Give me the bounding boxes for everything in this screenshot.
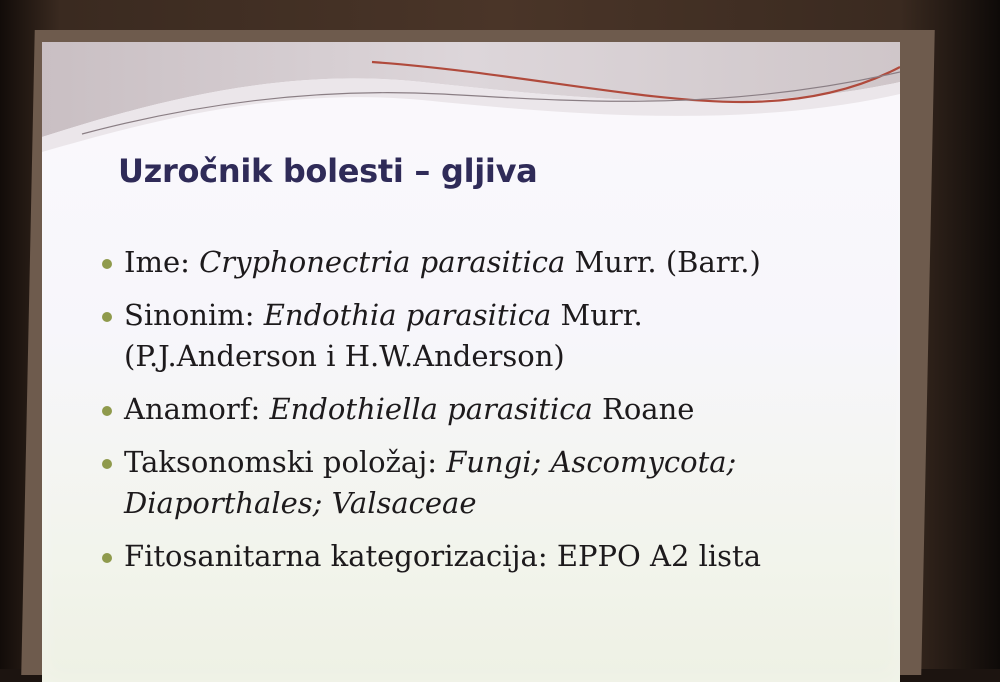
- bullet-rest: Murr.: [551, 298, 643, 332]
- bullet-italic: Endothiella parasitica: [269, 392, 593, 426]
- bullet-label: Taksonomski položaj:: [124, 445, 447, 479]
- bullet-label: Sinonim:: [124, 298, 264, 332]
- bullet-ime: [102, 242, 882, 283]
- bullet-italic: Cryphonectria parasitica: [199, 245, 566, 279]
- slide-title: Uzročnik bolesti – gljiva: [118, 152, 538, 190]
- projected-slide: [42, 42, 900, 682]
- bullet-fitosanitarna: [102, 536, 882, 577]
- bullet-anamorf: [102, 389, 882, 430]
- bullet-rest: Roane: [592, 392, 695, 426]
- bullet-label: Anamorf:: [124, 392, 270, 426]
- bullet-label: Fitosanitarna kategorizacija: EPPO A2 lista: [124, 539, 761, 573]
- bullet-second-line: (P.J.Anderson i H.W.Anderson): [124, 339, 565, 373]
- bullet-dot-icon: [102, 406, 112, 416]
- bullet-italic: Endothia parasitica: [263, 298, 552, 332]
- bullet-second-line: Diaporthales; Valsaceae: [124, 486, 477, 520]
- bullet-dot-icon: [102, 553, 112, 563]
- bullet-rest: Murr. (Barr.): [565, 245, 761, 279]
- bullet-taksonomski: [102, 442, 882, 524]
- bullet-dot-icon: [102, 459, 112, 469]
- bullet-italic: Fungi; Ascomycota;: [446, 445, 737, 479]
- bullet-sinonim: [102, 295, 882, 377]
- bullet-list: [102, 242, 882, 589]
- bullet-dot-icon: [102, 312, 112, 322]
- bullet-label: Ime:: [124, 245, 200, 279]
- bullet-dot-icon: [102, 259, 112, 269]
